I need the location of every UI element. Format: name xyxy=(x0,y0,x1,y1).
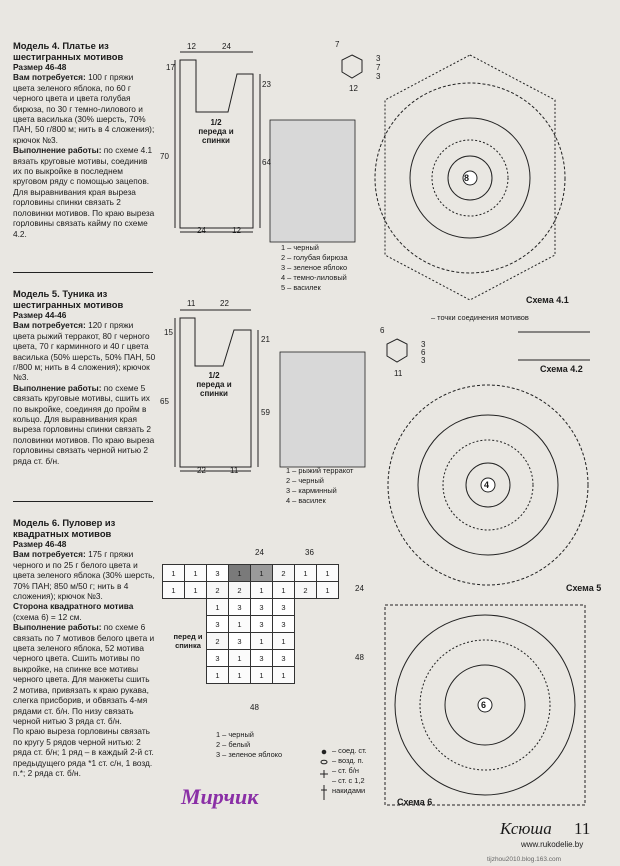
p4-hex-dim5: 12 xyxy=(349,84,358,93)
grid-row xyxy=(163,582,339,599)
site-url: www.rukodelie.by xyxy=(521,840,584,849)
grid-cell: 3 xyxy=(207,650,229,667)
model5-work-label: Выполнение работы: xyxy=(13,382,102,393)
p6-dim-top1: 24 xyxy=(255,548,264,557)
p5-legend xyxy=(286,466,353,506)
model5-needs: 120 г пряжи цвета рыжий терракот, 80 г черного цвета, 70 г карминного и 40 г цвета василька (50% шерсть, 50% ПАН, 50 г/800 м; нить в 4 сложения); крючок №3. xyxy=(13,320,156,383)
grid-row xyxy=(163,565,339,582)
grid-row xyxy=(163,650,339,667)
model6-title: Модель 6. Пуловер из квадратных мотивов xyxy=(13,517,116,539)
p4-hex-dim2: 3 xyxy=(376,54,381,63)
model4-size: Размер 46-48 xyxy=(13,62,67,72)
grid-cell: 1 xyxy=(229,616,251,633)
p4-legend-3: 3 – зеленое яблоко xyxy=(281,263,348,272)
model4-needs-label: Вам потребуется: xyxy=(13,72,86,83)
grid-cell: 1 xyxy=(251,633,273,650)
p4-legend-2: 2 – голубая бирюза xyxy=(281,253,348,262)
p4-hex-dim1: 7 xyxy=(335,40,340,49)
model4-work-label: Выполнение работы: xyxy=(13,145,102,156)
grid-cell: 1 xyxy=(185,565,207,582)
grid-cell: 3 xyxy=(207,565,229,582)
grid-cell: 1 xyxy=(229,565,251,582)
p6-dim-bottom: 48 xyxy=(250,703,259,712)
page-number: 11 xyxy=(574,819,591,838)
grid-cell: 1 xyxy=(317,565,339,582)
grid-row xyxy=(163,599,339,616)
grid-cell: 1 xyxy=(207,667,229,684)
grid-cell: 1 xyxy=(317,582,339,599)
grid-cell xyxy=(185,650,207,667)
p5-dim-right2: 59 xyxy=(261,408,270,417)
grid-cell: 3 xyxy=(207,616,229,633)
model6-work2: По краю выреза горловины связать по кругу 5 рядов черной нитью: 2 ряда ст. б/н; 1 ряд – в каждый 2-й ст. предыдущего ряда *1 ст. с/н, 1 возд. п.*; 2 ряда ст. б/н. xyxy=(13,726,154,778)
grid-row xyxy=(163,633,339,650)
grid-cell: 3 xyxy=(273,616,295,633)
p6-symbol-3: – ст. б/н xyxy=(332,766,359,775)
p6-symbol-1: – соед. ст. xyxy=(332,746,367,755)
grid-cell: 1 xyxy=(295,565,317,582)
grid-cell xyxy=(317,599,339,616)
p4-dim-bottom2: 12 xyxy=(232,226,241,235)
p6-motif-grid xyxy=(162,564,339,684)
p6-piece-label: перед и спинка xyxy=(173,632,203,650)
p4-legend-5: 5 – василек xyxy=(281,283,321,292)
grid-cell: 3 xyxy=(251,599,273,616)
signature: Мирчик xyxy=(181,784,259,809)
p5-legend-3: 3 – карминный xyxy=(286,486,337,495)
p5-dim-bottom1: 22 xyxy=(197,466,206,475)
p4-dim-right1: 23 xyxy=(262,80,271,89)
p4-hex-dim3: 7 xyxy=(376,63,381,72)
model4-title: Модель 4. Платье из шестигранных мотивов xyxy=(13,40,124,62)
grid-cell: 1 xyxy=(273,633,295,650)
p5-hex-dim4: 3 xyxy=(421,356,426,365)
grid-cell: 1 xyxy=(273,667,295,684)
p6-legend-2: 2 – белый xyxy=(216,740,251,749)
p4-hex-dim4: 3 xyxy=(376,72,381,81)
grid-cell: 1 xyxy=(185,582,207,599)
p4-dim-right2: 64 xyxy=(262,158,271,167)
p5-dim-bottom2: 11 xyxy=(230,466,239,475)
p5-legend-1: 1 – рыжий терракот xyxy=(286,466,354,475)
model5-size: Размер 44-46 xyxy=(13,310,67,320)
blog-watermark: tijzhou2010.blog.163.com xyxy=(487,856,562,863)
hex-motif-5 xyxy=(387,339,407,362)
grid-cell xyxy=(295,667,317,684)
p5-legend-4: 4 – василек xyxy=(286,496,326,505)
p4-dim-top2: 24 xyxy=(222,42,231,51)
grid-cell xyxy=(163,599,185,616)
grid-cell xyxy=(185,667,207,684)
grid-cell: 2 xyxy=(207,633,229,650)
p4-dim-bottom1: 24 xyxy=(197,226,206,235)
grid-cell xyxy=(317,650,339,667)
grid-cell xyxy=(185,616,207,633)
p6-symbol-4: – ст. с 1,2 накидами xyxy=(332,776,366,795)
hex-motif-4 xyxy=(342,55,362,78)
grid-cell xyxy=(295,599,317,616)
grid-cell: 2 xyxy=(295,582,317,599)
grid-cell: 1 xyxy=(251,667,273,684)
grid-cell: 1 xyxy=(273,582,295,599)
p6-dim-right1: 24 xyxy=(355,584,364,593)
grid-cell: 2 xyxy=(273,565,295,582)
grid-row xyxy=(163,667,339,684)
p4-legend xyxy=(281,243,348,293)
schema6-label: Схема 6 xyxy=(397,797,433,807)
grid-cell: 2 xyxy=(229,582,251,599)
grid-cell xyxy=(317,667,339,684)
grid-cell xyxy=(295,633,317,650)
grid-cell xyxy=(295,616,317,633)
grid-cell: 1 xyxy=(229,650,251,667)
model5-work: по схеме 5 связать круговые мотивы, сшить их по выкройке, соединяя до пройм в кольцо. Для выравнивания края выреза горловины спинки связать 2 половинки мотивов. По краю выреза горловины связать черной нитью 2 ряда ст. б/н. xyxy=(13,382,155,466)
grid-cell xyxy=(185,599,207,616)
schema42-label: Схема 4.2 xyxy=(540,364,583,374)
model6-needs: 175 г пряжи черного и по 25 г белого цвета и цвета зеленого яблока (30% шерсть, 70% ПАН; 850 м/50 г; нить в 4 сложения); крючок №3. xyxy=(13,549,155,602)
p6-dim-right2: 48 xyxy=(355,653,364,662)
p4-dim-top1: 12 xyxy=(187,42,196,51)
p5-dim-right1: 21 xyxy=(261,335,270,344)
p6-symbols xyxy=(332,746,382,796)
schema41-label: Схема 4.1 xyxy=(526,295,569,305)
grid-cell: 3 xyxy=(273,650,295,667)
grid-cell xyxy=(163,633,185,650)
model6-needs-label: Вам потребуется: xyxy=(13,549,86,560)
schema5-center: 4 xyxy=(484,480,490,490)
schema41-doily xyxy=(375,55,565,300)
p6-dim-top2: 36 xyxy=(305,548,314,557)
p5-piece-label: 1/2 переда и спинки xyxy=(196,371,232,398)
p5-hex-dim5: 11 xyxy=(394,369,403,378)
p6-legend-3: 3 – зеленое яблоко xyxy=(216,750,283,759)
p6-symbol-2: – возд. п. xyxy=(332,756,364,765)
p6-legend-1: 1 – черный xyxy=(216,730,254,739)
p5-hex-dim3: 6 xyxy=(421,348,426,357)
p5-hex-dim2: 3 xyxy=(421,340,426,349)
p5-dim-left2: 65 xyxy=(160,397,169,406)
grid-cell: 1 xyxy=(163,582,185,599)
grid-cell: 3 xyxy=(251,616,273,633)
hex-grid-5 xyxy=(280,352,365,467)
grid-cell: 1 xyxy=(251,565,273,582)
p4-piece-label: 1/2 переда и спинки xyxy=(198,118,234,145)
model5-needs-label: Вам потребуется: xyxy=(13,320,86,331)
grid-cell xyxy=(295,650,317,667)
schema42-edging xyxy=(518,332,590,360)
grid-cell: 3 xyxy=(229,633,251,650)
p5-dim-left1: 15 xyxy=(164,328,173,337)
p5-legend-2: 2 – черный xyxy=(286,476,324,485)
grid-cell xyxy=(163,616,185,633)
p4-dim-left1: 17 xyxy=(166,63,175,72)
grid-cell: 2 xyxy=(207,582,229,599)
join-points-note: – точки соединения мотивов xyxy=(431,313,529,322)
p4-legend-1: 1 – черный xyxy=(281,243,319,252)
model6-side: (схема 6) = 12 см. xyxy=(13,611,82,622)
model4-needs: 100 г пряжи цвета зеленого яблока, по 60 г черного цвета и цвета голубая бирюза, по 30 г темно-лилового и цвета василька (30% шерсть, 70% ПАН, 50 г/800 м; нить в 4 сложения); крючок №3. xyxy=(13,72,155,145)
p6-legend xyxy=(216,730,282,760)
model4-work: по схеме 4.1 вязать круговые мотивы, соединив их по выкройке в последнем круговом ряду с помощью зацепов. Для выравнивания края выреза горловины спинки связать 2 половинки мотивов. По краю выреза горловины связать кайму по схеме 4.2. xyxy=(13,145,155,239)
symbol-icons xyxy=(320,750,328,800)
grid-cell: 1 xyxy=(207,599,229,616)
p5-dim-top2: 22 xyxy=(220,299,229,308)
p4-dim-left2: 70 xyxy=(160,152,169,161)
grid-cell: 1 xyxy=(251,582,273,599)
model6-work: по схеме 6 связать по 7 мотивов белого цвета и цвета зеленого яблока, 52 мотива черного цвета. Сшить мотивы по выкройке, на спинке все мотивы черного цвета. Для манжеты сшить 2 мотива, привязать к краю рукава, слегка присборив, и обвязать 4-мя рядами ст. б/н. По низу связать черной нитью 3 ряда ст. б/н. xyxy=(13,622,155,726)
grid-cell: 3 xyxy=(273,599,295,616)
schema41-center: 8 xyxy=(464,173,470,183)
p4-legend-4: 4 – темно-лиловый xyxy=(281,273,347,282)
model5-title: Модель 5. Туника из шестигранных мотивов xyxy=(13,288,124,310)
grid-cell: 1 xyxy=(163,565,185,582)
schema6-center: 6 xyxy=(481,700,487,710)
grid-cell xyxy=(317,633,339,650)
magazine-brand: Ксюша xyxy=(500,819,552,838)
grid-cell xyxy=(317,616,339,633)
schema5-label: Схема 5 xyxy=(566,583,602,593)
grid-cell: 3 xyxy=(229,599,251,616)
model6-work-label: Выполнение работы: xyxy=(13,622,102,633)
p5-hex-dim1: 6 xyxy=(380,326,385,335)
model6-side-label: Сторона квадратного мотива xyxy=(13,601,134,612)
grid-cell xyxy=(185,633,207,650)
grid-cell: 1 xyxy=(229,667,251,684)
grid-cell: 3 xyxy=(251,650,273,667)
p5-dim-top1: 11 xyxy=(187,299,196,308)
grid-cell xyxy=(163,650,185,667)
hex-grid-4 xyxy=(270,120,355,242)
model6-size: Размер 46-48 xyxy=(13,539,67,549)
grid-cell xyxy=(163,667,185,684)
grid-row xyxy=(163,616,339,633)
